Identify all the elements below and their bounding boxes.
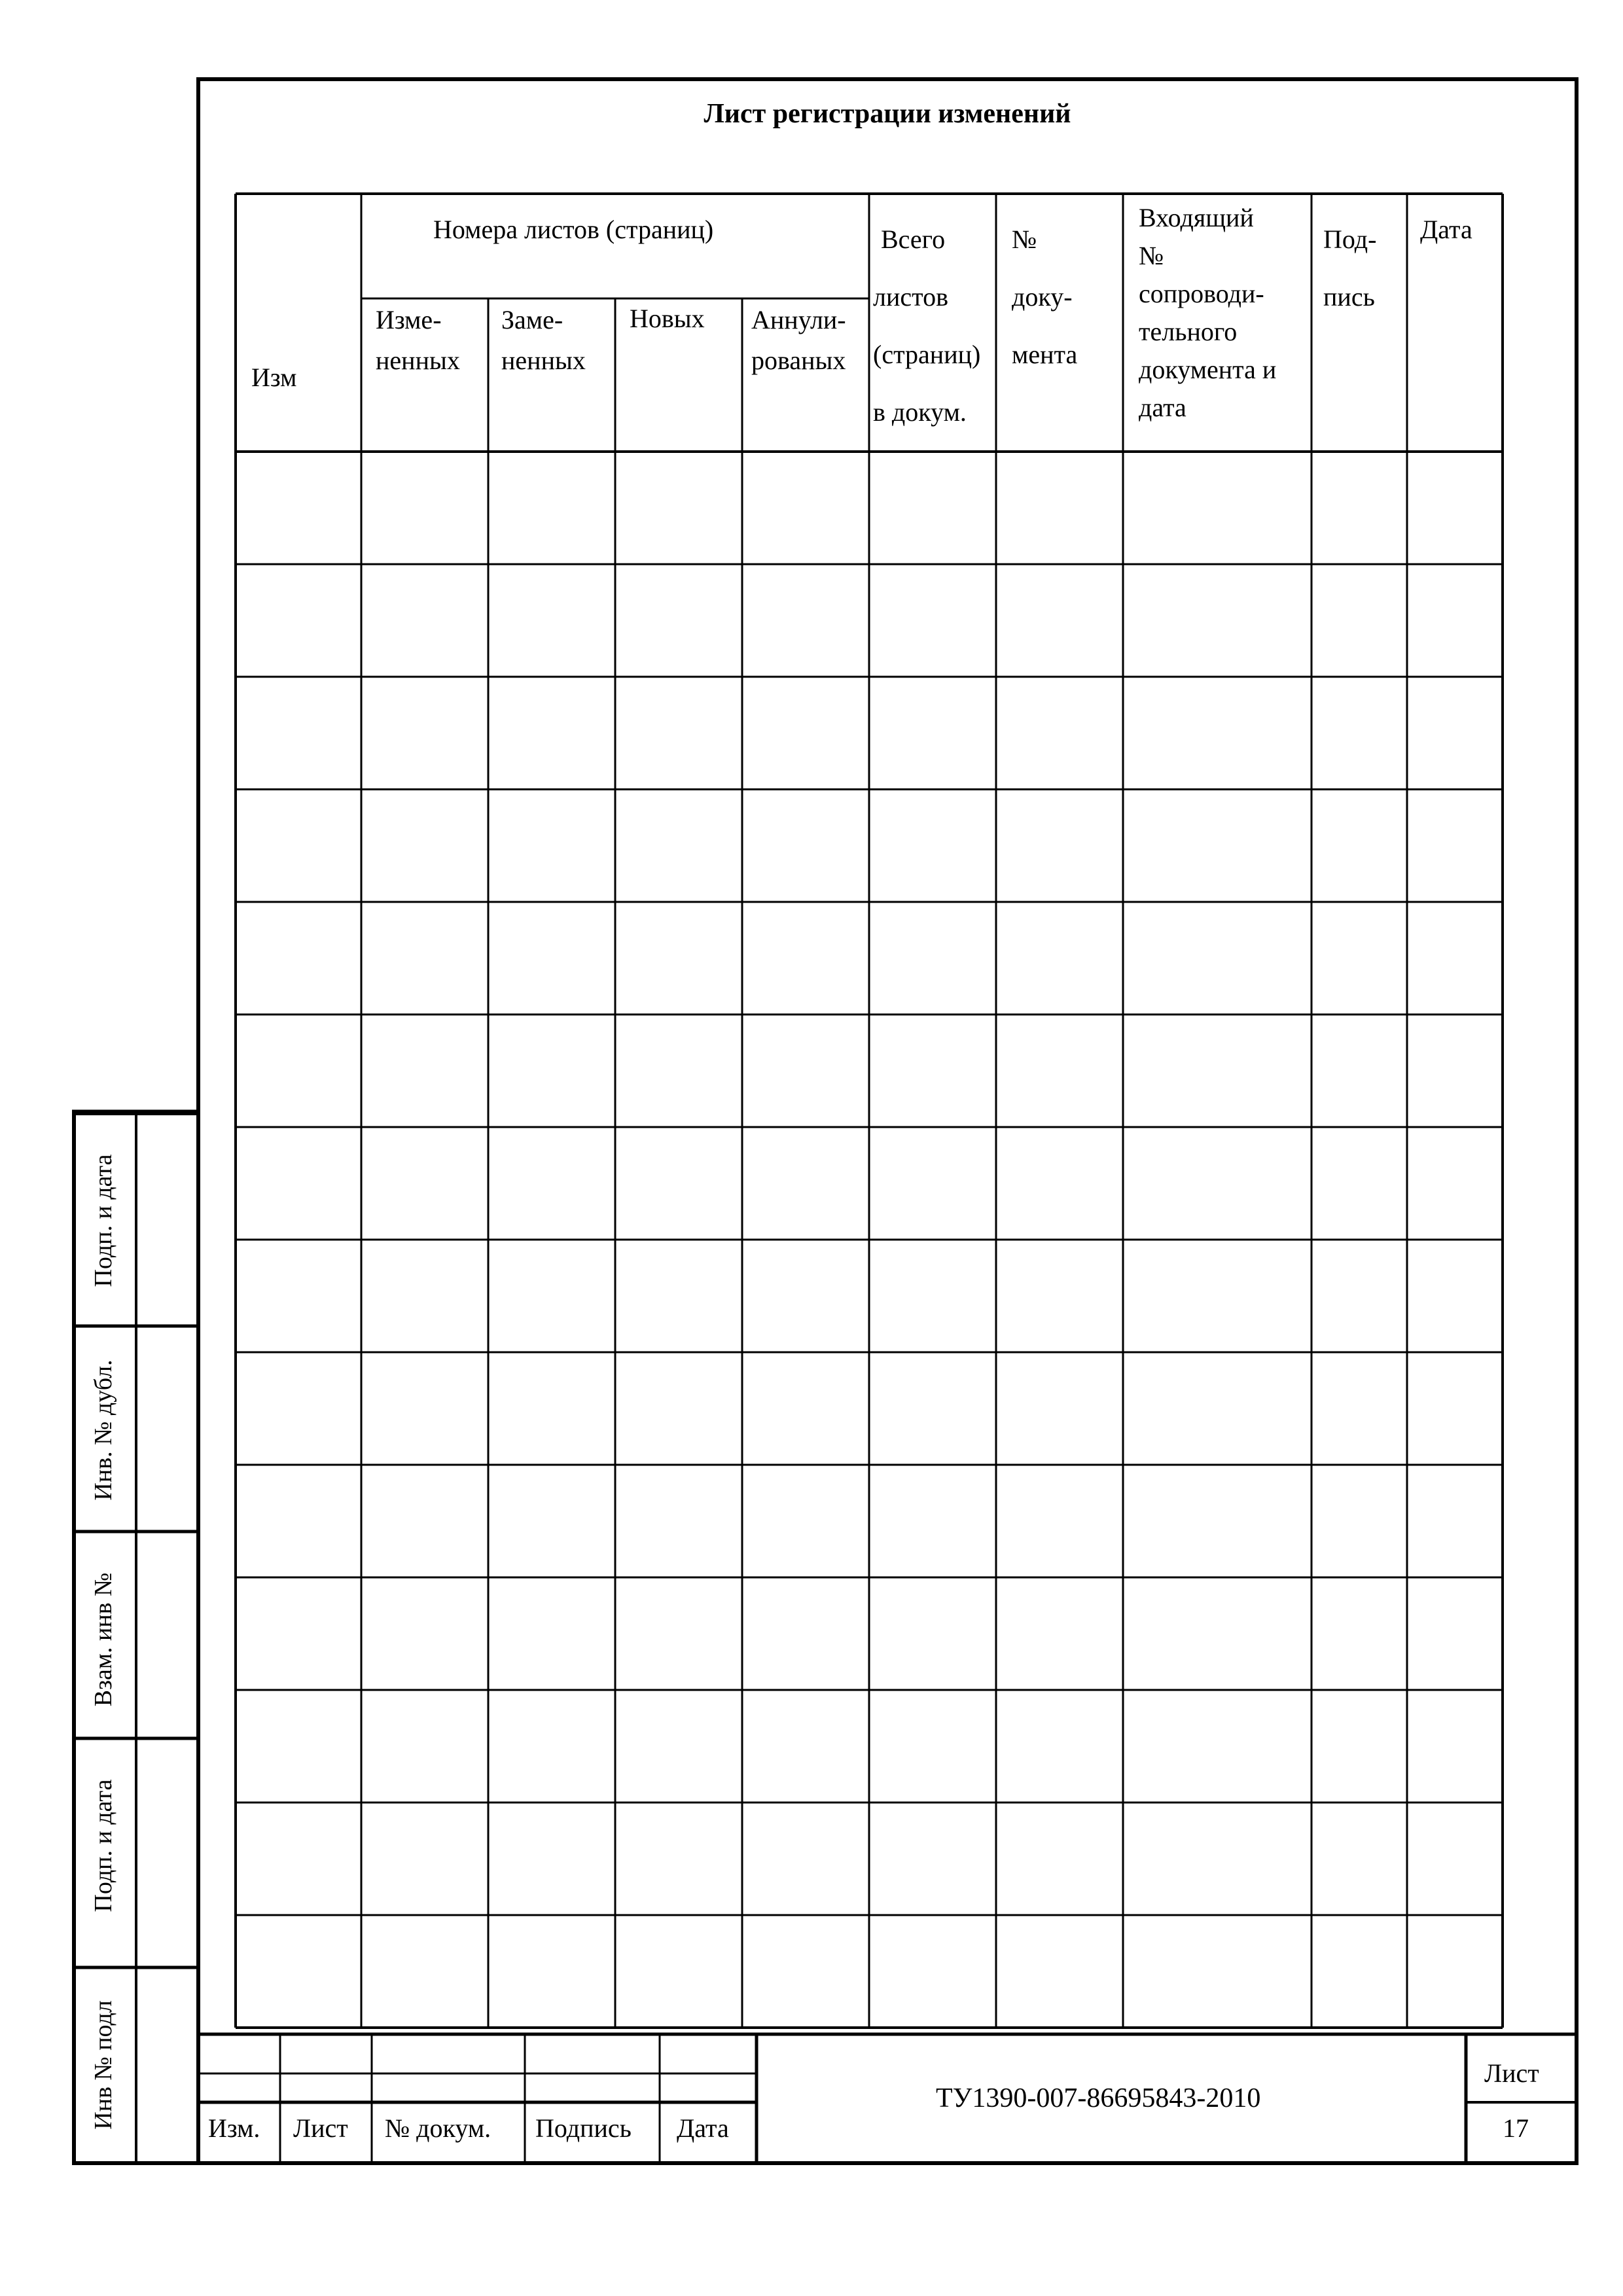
tb-label-izm: Изм.	[208, 2113, 260, 2143]
side-label-replace-inv: Взам. инв №	[90, 1572, 117, 1707]
header-sheet-numbers: Номера листов (страниц)	[433, 215, 714, 244]
header-new: Новых	[630, 304, 705, 333]
tb-label-date: Дата	[677, 2113, 729, 2143]
tb-label-list: Лист	[293, 2113, 348, 2143]
header-doc-no: № доку- мента	[1012, 224, 1078, 369]
side-label-orig-inv: Инв № подл	[90, 2000, 117, 2130]
header-total: Всего листов (страниц) в докум.	[873, 224, 981, 427]
side-label-sign-date-2: Подп. и дата	[90, 1779, 117, 1912]
tb-sheet-label: Лист	[1484, 2058, 1539, 2088]
header-signature: Под- пись	[1323, 224, 1377, 312]
tb-label-signature: Подпись	[535, 2113, 632, 2143]
tb-designation: ТУ1390-007-86695843-2010	[936, 2083, 1261, 2113]
header-annulled: Аннули- рованых	[751, 305, 846, 375]
page-title: Лист регистрации изменений	[704, 99, 1071, 129]
side-label-sign-date-1: Подп. и дата	[90, 1154, 117, 1287]
header-date: Дата	[1420, 215, 1472, 244]
header-izm: Изм	[251, 363, 297, 392]
tb-label-doc-no: № докум.	[385, 2113, 491, 2143]
header-incoming: Входящий № сопроводи- тельного документа и дата	[1139, 203, 1277, 422]
header-changed: Изме- ненных	[376, 305, 460, 375]
header-replaced: Заме- ненных	[501, 305, 586, 375]
tb-sheet-number: 17	[1503, 2113, 1529, 2143]
side-label-dup-inv: Инв. № дубл.	[90, 1359, 117, 1501]
